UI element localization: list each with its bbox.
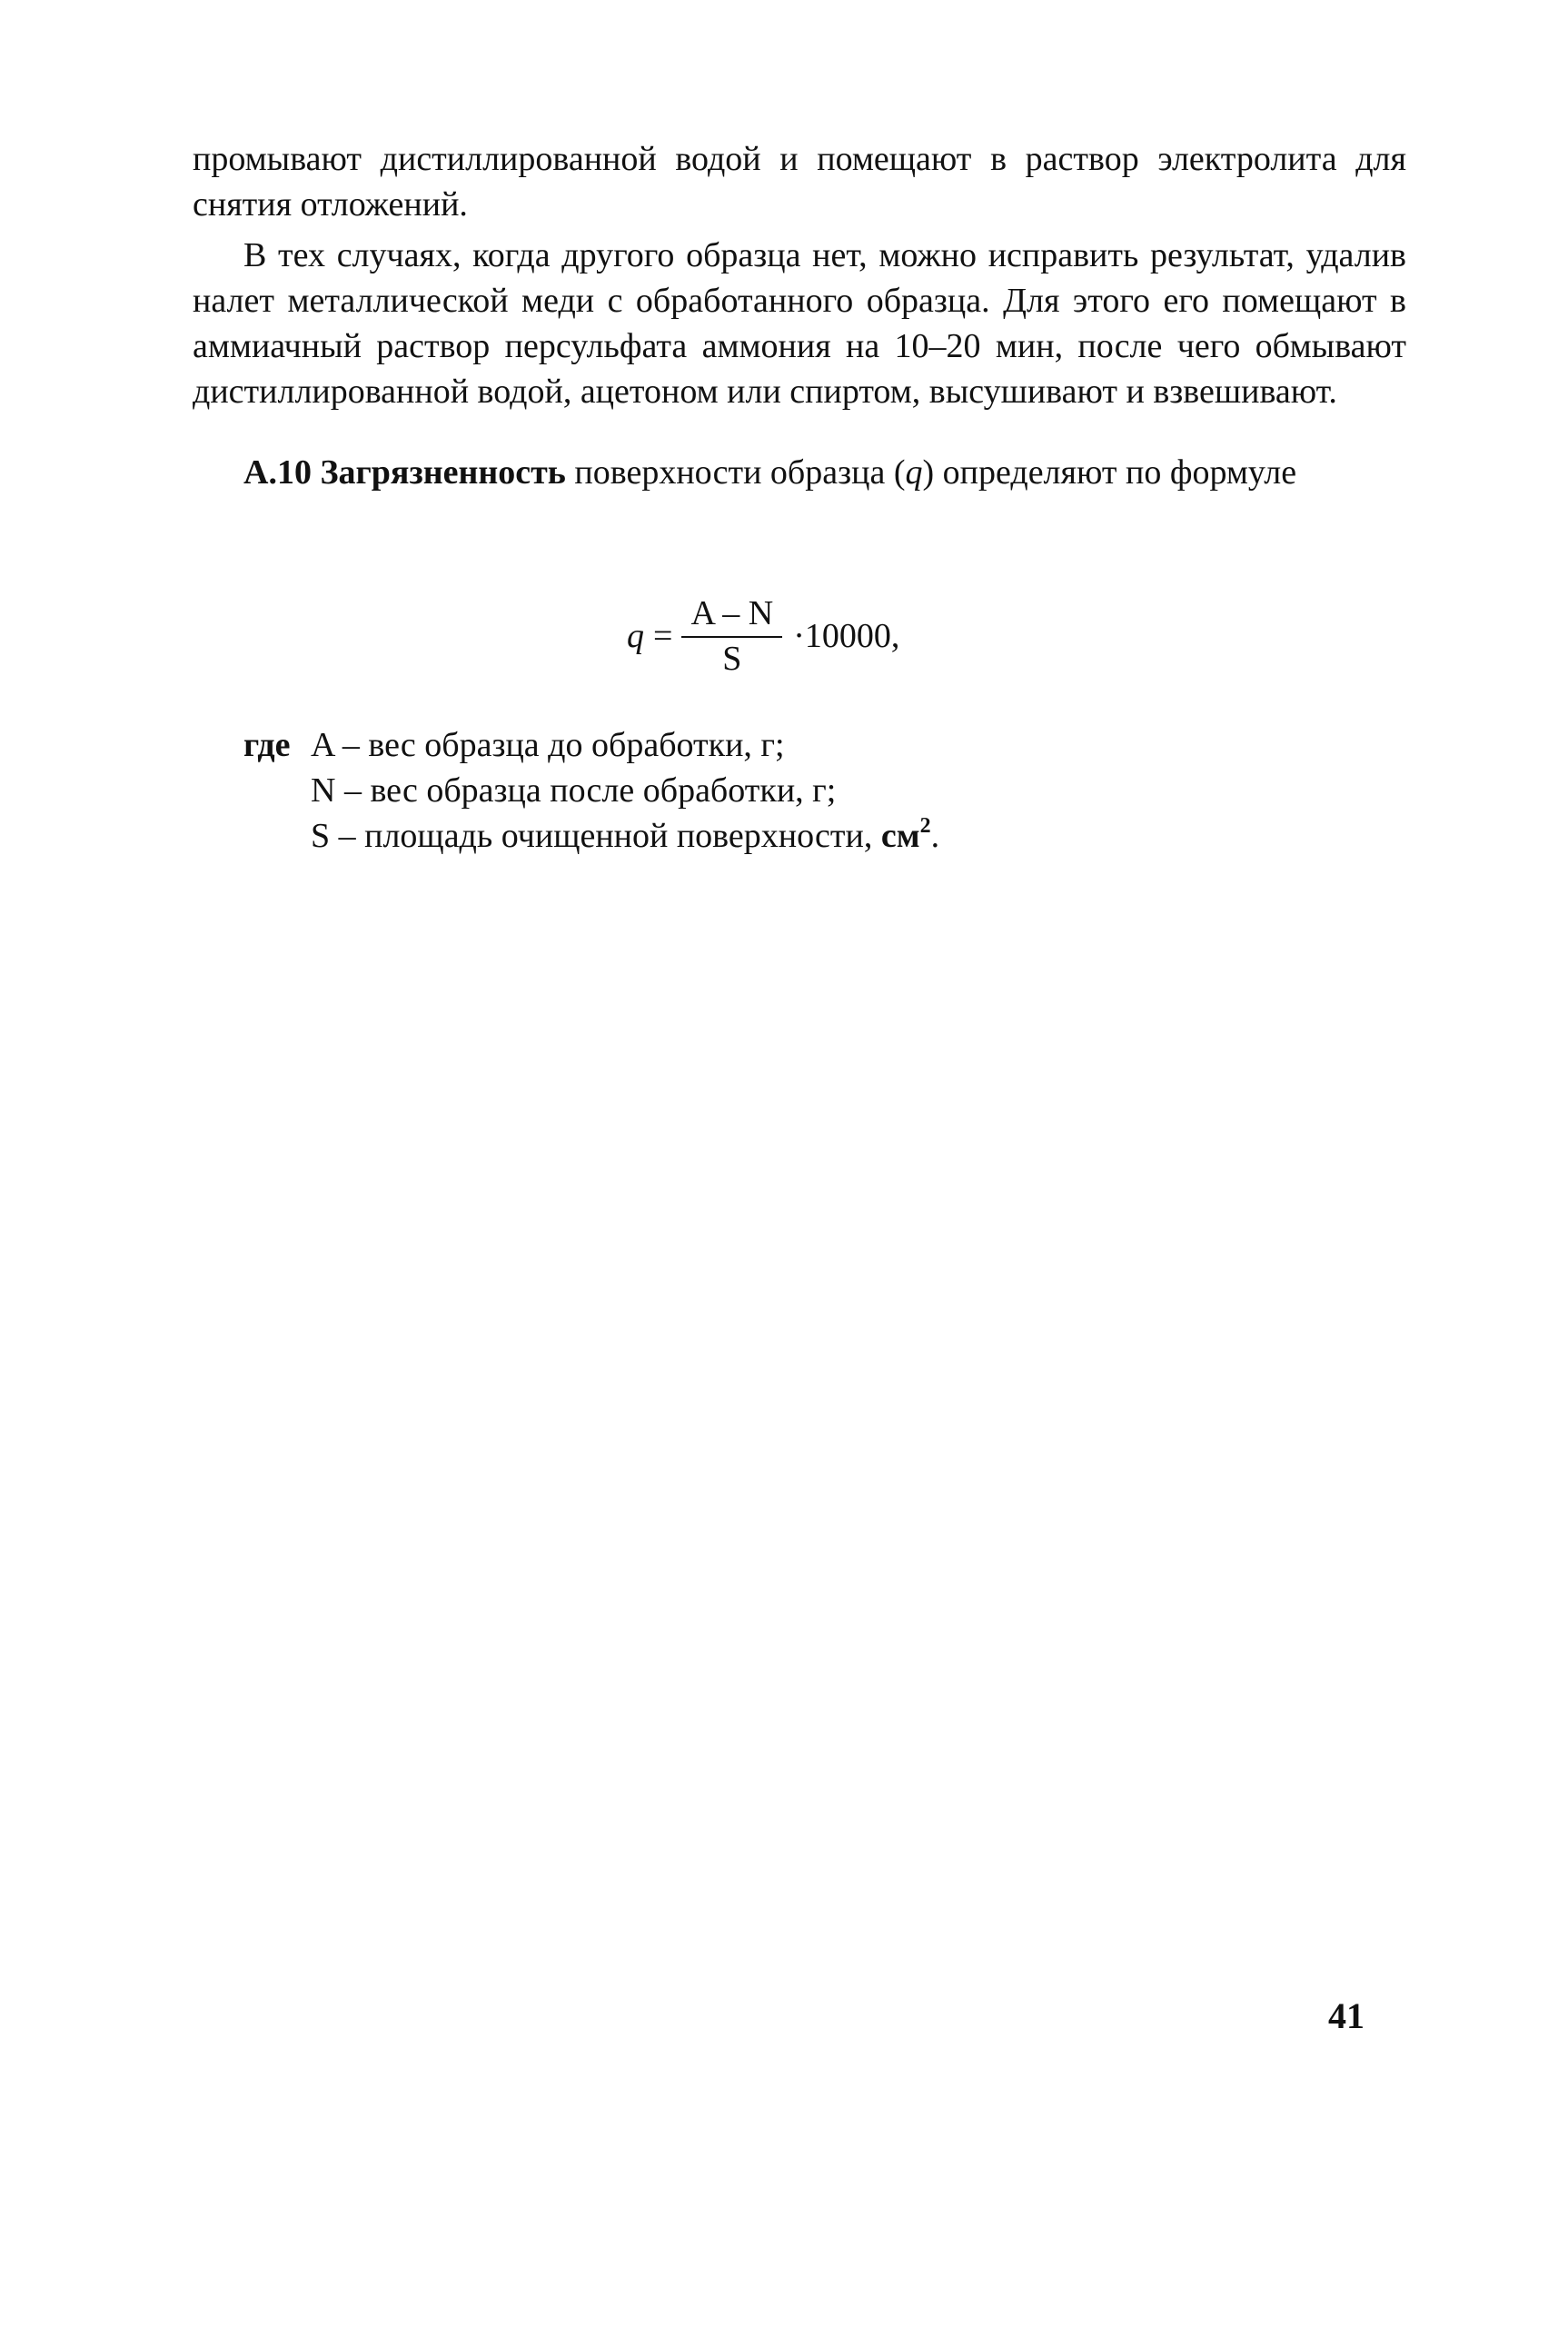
paragraph-copper-removal xyxy=(193,233,1406,414)
page-number: 41 xyxy=(1328,1995,1365,2036)
section-a10-text xyxy=(193,450,1406,495)
legend-unit: см xyxy=(880,817,920,855)
paragraph-2-text: В тех случаях, когда другого образца нет, можно исправить результат, удалив налет металлической меди с обработанного образца. Для этого его помещают в аммиачный раствор персульфата аммония на 10–20 мин, после чего обмывают дистиллированной водой, ацетоном или спиртом, высушивают и взвешивают. xyxy=(193,236,1406,411)
legend-unit-exponent: 2 xyxy=(919,814,931,838)
legend-row-n xyxy=(243,768,939,813)
formula-fraction xyxy=(681,594,782,678)
formula-lhs: q xyxy=(627,617,644,655)
paragraph-continuation xyxy=(193,136,1406,227)
legend-item-a: A – вес образца до обработки, г; xyxy=(311,726,785,764)
legend-item-s: S – площадь очищенной поверхности, xyxy=(311,817,881,855)
formula-legend xyxy=(243,722,939,859)
section-a10-heading: А.10 Загрязненность xyxy=(243,453,566,492)
formula-equals: = xyxy=(653,617,673,655)
formula-numerator: A – N xyxy=(681,594,782,638)
paragraph-1-text: промывают дистиллированной водой и помещают в раствор электролита для снятия отложений. xyxy=(193,140,1406,224)
formula-multiplier: ·10000, xyxy=(793,617,900,655)
section-a10-variable: q xyxy=(905,453,923,492)
legend-lead-word: где xyxy=(243,726,291,764)
legend-row-s xyxy=(243,813,939,859)
contamination-formula xyxy=(627,586,899,686)
section-a10-text-part1: поверхности образца ( xyxy=(565,453,906,492)
formula-denominator: S xyxy=(722,640,742,678)
legend-item-n: N – вес образца после обработки, г; xyxy=(311,771,837,810)
legend-unit-end: . xyxy=(930,817,940,855)
section-a10-paragraph xyxy=(193,450,1406,495)
section-a10-text-part2: ) определяют по формуле xyxy=(922,453,1297,492)
legend-row-a xyxy=(243,722,939,768)
